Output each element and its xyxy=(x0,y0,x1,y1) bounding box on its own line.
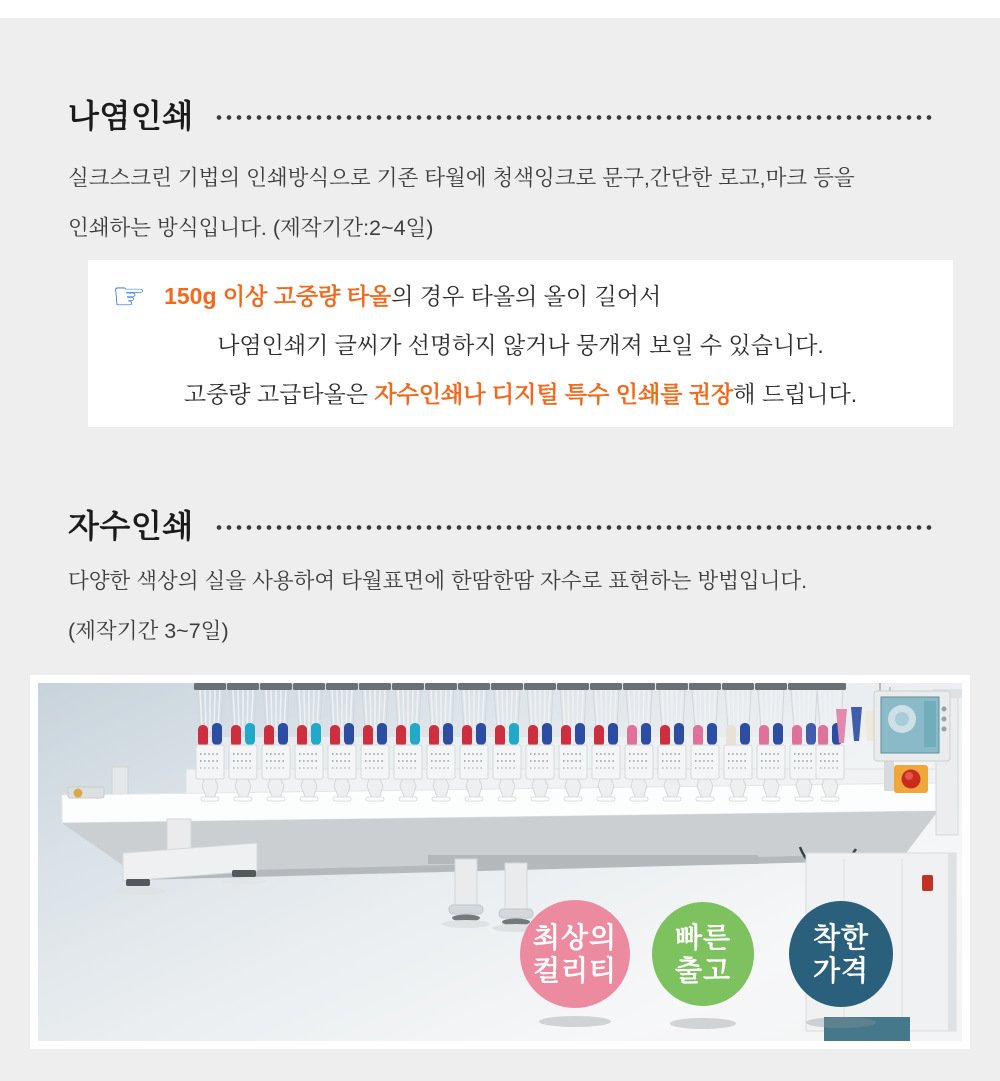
dotted-divider xyxy=(214,525,935,530)
badge-line: 최상의 xyxy=(532,922,618,953)
dotted-divider xyxy=(214,115,935,120)
body-line: 실크스크린 기법의 인쇄방식으로 기존 타월에 청색잉크로 문구,간단한 로고,마크 등을 xyxy=(68,166,855,190)
body-line: 다양한 색상의 실을 사용하여 타월표면에 한땀한땀 자수로 표현하는 방법입니다. xyxy=(68,569,808,593)
notice-line-3 xyxy=(88,370,953,419)
notice-line-1 xyxy=(88,272,953,321)
badge-shadow xyxy=(539,1016,611,1027)
badge-line: 출고 xyxy=(674,955,732,986)
pointing-hand-icon: ☞ xyxy=(112,275,147,318)
badge-line: 가격 xyxy=(812,955,870,986)
badge-line: 컬리티 xyxy=(532,955,618,986)
notice-text: 의 경우 타올의 올이 길어서 xyxy=(391,283,662,309)
badge-shadow xyxy=(806,1017,876,1028)
photo-frame xyxy=(30,675,970,1049)
table-clamp-knob xyxy=(74,789,83,798)
highlight-text: 자수인쇄나 디지털 특수 인쇄를 권장 xyxy=(374,381,734,407)
power-switch xyxy=(922,875,933,891)
section-embroidery-body xyxy=(68,556,807,656)
embroidery-machine-photo xyxy=(38,683,962,1041)
notice-text: 해 드립니다. xyxy=(733,381,858,407)
badge-shadow xyxy=(670,1018,736,1029)
notice-text: 고중량 고급타올은 xyxy=(183,381,375,407)
badge-best-quality xyxy=(520,900,630,1008)
badge-fast-shipping xyxy=(652,902,754,1006)
badge-line: 빠른 xyxy=(674,922,732,953)
badge-good-price xyxy=(789,901,893,1007)
section-embroidery-title: 자수인쇄 xyxy=(68,508,194,544)
bed-end-bracket xyxy=(112,767,128,795)
section-dye-title: 나염인쇄 xyxy=(68,98,194,134)
badge-line: 착한 xyxy=(812,922,870,953)
notice-line-2: 나염인쇄기 글씨가 선명하지 않거나 뭉개져 보일 수 있습니다. xyxy=(217,332,824,358)
section-embroidery-header xyxy=(68,504,935,544)
section-dye-header xyxy=(68,94,935,134)
body-line: 인쇄하는 방식입니다. (제작기간:2~4일) xyxy=(68,216,434,240)
body-line: (제작기간 3~7일) xyxy=(68,619,229,643)
highlight-text: 150g 이상 고중량 타올 xyxy=(164,283,392,309)
notice-box xyxy=(88,260,953,427)
section-dye-body xyxy=(68,153,855,253)
